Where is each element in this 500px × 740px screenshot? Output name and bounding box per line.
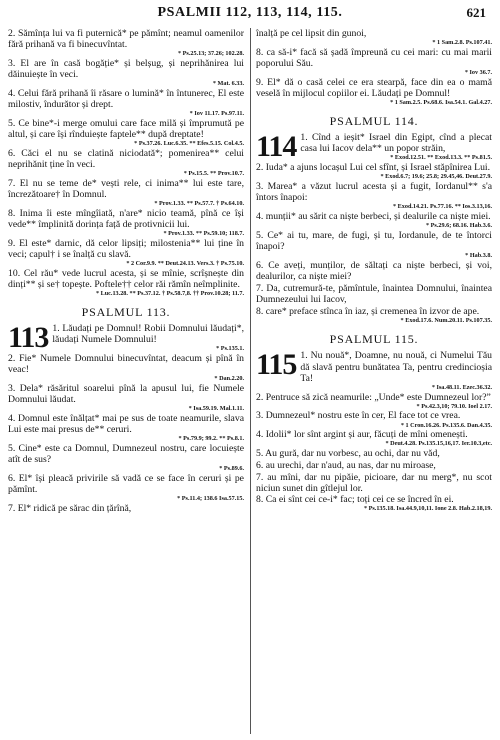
left-column bbox=[8, 28, 244, 515]
verse bbox=[256, 410, 492, 428]
verse-text: 3. Dumnezeul* nostru este în cer, El face tot ce vrea. bbox=[256, 410, 461, 422]
psalm-113-heading: PSALMUL 113. bbox=[81, 305, 171, 320]
verse-text: 5. Ce* ai tu, mare, de fugi, și tu, Iordanule, de te întorci înapoi? bbox=[256, 230, 492, 253]
verse-text: 1. Cînd a ieșit* Israel din Egipt, cînd a plecat casa lui Iacov dela** un popor străin, bbox=[300, 132, 492, 155]
cross-reference: * Luc.13.28. ** Ps.37.12. † Ps.58.7,8. †† Prov.10.28; 11.7. bbox=[95, 290, 244, 298]
verse-text: 2. Iuda* a ajuns locașul Lui cel sfînt, și Israel stăpînirea Lui. bbox=[256, 162, 491, 174]
verse-text: 1. Nu nouă*, Doamne, nu nouă, ci Numelui Tău dă slavă pentru bunătatea Ta, pentru credincioșia Ta! bbox=[300, 350, 492, 384]
verse bbox=[8, 353, 244, 382]
cross-reference: * Prov.1.33. ** Ps.57.7. † Ps.64.10. bbox=[154, 200, 244, 208]
verse bbox=[256, 283, 492, 305]
cross-reference: * 2 Cor.9.9. ** Deut.24.13. Vers.3. † Ps.75.10. bbox=[126, 260, 244, 268]
verse bbox=[256, 77, 492, 106]
verse bbox=[256, 260, 492, 282]
verse bbox=[8, 178, 244, 207]
verse-text: 9. El* dă o casă celei ce era stearpă, face din ea o mamă veselă în mijlocul copiilor ei. Lăudați pe Domnul! bbox=[256, 76, 492, 99]
cross-reference: * Ps.135.1. bbox=[216, 345, 244, 353]
verse-text: 3. Dela* răsăritul soarelui pînă la apusul lui, fie Numele Domnului lăudat. bbox=[8, 383, 244, 406]
verse-text: 8. Inima îi este mîngîiată, n'are* nicio teamă, pînă ce își vede** împlinită dorința față de protivnicii lui. bbox=[8, 207, 244, 230]
verse-text: 6. au urechi, dar n'aud, au nas, dar nu miroase, bbox=[256, 459, 436, 471]
verse bbox=[8, 383, 244, 412]
verse bbox=[8, 28, 244, 57]
cross-reference: * Prov.1.33. ** Ps.59.10; 118.7. bbox=[163, 230, 244, 238]
verse bbox=[8, 268, 244, 297]
psalm-115-drop-number: 115 bbox=[256, 348, 297, 382]
verse-text: 4. munții* au sărit ca niște berbeci, și dealurile ca niște miei. bbox=[256, 211, 491, 223]
cross-reference: * Ps.11.4; 138.6 Isa.57.15. bbox=[177, 495, 244, 503]
verse bbox=[256, 460, 492, 471]
verse bbox=[8, 238, 244, 267]
column-divider bbox=[250, 28, 251, 734]
cross-reference: * Exod.17.6. Num.20.11. Ps.107.35. bbox=[400, 316, 492, 324]
verse bbox=[256, 448, 492, 459]
verse-text: 4. Celui fără prihană îi răsare o lumină* în întunerec, El este milostiv, îndurător și drept. bbox=[8, 87, 244, 111]
cross-reference: * Ps.29.6; 68.16. Hab.3.6. bbox=[425, 222, 492, 230]
verse-text: 5. Au gură, dar nu vorbesc, au ochi, dar nu văd, bbox=[256, 448, 440, 460]
cross-reference: * Ps.135.18. Isa.44.9,10,11. Ione 2.8. Hab.2.18,19. bbox=[363, 505, 492, 513]
cross-reference: * Ps.37.26. Luc.6.35. ** Efes.5.15. Col.4.5. bbox=[134, 140, 244, 148]
cross-reference: * Isa.48.11. Ezec.36.32. bbox=[431, 383, 492, 391]
verse bbox=[256, 211, 492, 229]
verse bbox=[8, 208, 244, 237]
verse bbox=[256, 28, 492, 46]
verse bbox=[256, 162, 492, 180]
verse bbox=[8, 503, 244, 514]
verse bbox=[8, 88, 244, 117]
psalm-113-end bbox=[256, 28, 492, 106]
cross-reference: * Exod.12.51. ** Exod.13.3. ** Ps.81.5. bbox=[390, 154, 492, 162]
page-header bbox=[0, 5, 500, 25]
psalm-113-drop-number: 113 bbox=[8, 321, 49, 355]
verse-text: 2. Pentruce să zică neamurile: „Unde* este Dumnezeul lor?” bbox=[256, 391, 491, 403]
verse-text: 9. El este* darnic, dă celor lipsiți; milostenia** lui ține în veci; capul† i se înalță cu slavă. bbox=[8, 237, 244, 260]
psalm-114-drop-number: 114 bbox=[256, 130, 297, 164]
verse bbox=[256, 472, 492, 494]
right-column bbox=[256, 28, 492, 513]
verse-text: 2. Fie* Numele Domnului binecuvîntat, deacum și pînă în veac! bbox=[8, 353, 244, 376]
cross-reference: * Hab.3.8. bbox=[465, 252, 492, 260]
verse-text: 3. Marea* a văzut lucrul acesta și a fugit, Iordanul** s'a întors înapoi: bbox=[256, 181, 492, 204]
verse-text: 8. ca să-i* facă să șadă împreună cu cei mari: cu mai marii poporului Său. bbox=[256, 46, 492, 69]
verse bbox=[256, 181, 492, 210]
verse-text: 7. Da, cutremură-te, pămîntule, înaintea Domnului, înaintea Dumnezeului lui Iacov, bbox=[256, 282, 492, 305]
verse bbox=[8, 473, 244, 502]
verse-text: 7. au mîni, dar nu pipăie, picioare, dar nu merg*, nu scot niciun sunet din gîtlejul lor. bbox=[256, 471, 492, 494]
cross-reference: * Iov 36.7. bbox=[464, 69, 492, 77]
verse bbox=[256, 429, 492, 447]
verse-text: 3. El are în casă bogăție* și belșug, și neprihănirea lui dăinuiește în veci. bbox=[8, 57, 244, 81]
verse bbox=[8, 58, 244, 87]
verse-text: 7. El* ridică pe sărac din țărînă, bbox=[8, 503, 132, 515]
verse bbox=[256, 306, 492, 324]
verse-text: 4. Idolii* lor sînt argint și aur, făcuți de mîni omenești. bbox=[256, 429, 468, 441]
cross-reference: * Ps.79.9; 99.2. ** Ps.8.1. bbox=[178, 435, 244, 443]
verse bbox=[8, 148, 244, 177]
page-number: 621 bbox=[466, 5, 486, 20]
cross-reference: * 1 Cron.16.26. Ps.135.6. Dan.4.35. bbox=[400, 421, 492, 429]
verse-text: 7. El nu se teme de* vești rele, ci inima** lui este tare, încrezătoare† în Domnul. bbox=[8, 177, 244, 201]
verse-text: înalță pe cel lipsit din gunoi, bbox=[256, 28, 367, 39]
cross-reference: * Iov 11.17. Ps.97.11. bbox=[189, 110, 244, 118]
verse-text: 5. Cine* este ca Domnul, Dumnezeul nostru, care locuiește atît de sus? bbox=[8, 443, 244, 466]
verse-text: 8. Ca ei sînt cei ce-i* fac; toți cei ce se încred în ei. bbox=[256, 494, 454, 506]
verse-text: 2. Sămînța lui va fi puternică* pe pămînt; neamul oamenilor fără prihană va fi binecuvîntat. bbox=[8, 28, 244, 51]
psalm-114-heading: PSALMUL 114. bbox=[329, 114, 419, 129]
cross-reference: * Dan.2.20. bbox=[214, 375, 244, 383]
verse-text: 6. Ce aveți, munților, de săltați ca niște berbeci, și voi, dealurilor, ca niște miei? bbox=[256, 260, 492, 283]
cross-reference: * Exod.6.7; 19.6; 25.8; 29.45,46. Deut.27.9. bbox=[380, 173, 492, 181]
verse bbox=[256, 230, 492, 259]
psalm-115-heading: PSALMUL 115. bbox=[329, 332, 419, 347]
cross-reference: * Exod.14.21. Ps.77.16. ** Ios.3.13,16. bbox=[392, 203, 492, 211]
cross-reference: * Ps.15.5. ** Prov.10.7. bbox=[183, 170, 244, 178]
verse bbox=[256, 47, 492, 76]
cross-reference: * Ps.89.6. bbox=[219, 465, 244, 473]
cross-reference: * Mat. 6.33. bbox=[212, 80, 244, 88]
verse-text: 6. El* își pleacă privirile să vadă ce se face în ceruri și pe pămînt. bbox=[8, 473, 244, 496]
verse-text: 6. Căci el nu se clatină niciodată*; pomenirea** celui neprihănit ține în veci. bbox=[8, 147, 244, 171]
verse-text: 10. Cel rău* vede lucrul acesta, și se mînie, scrîșnește din dinți** și se† topește. Poftele†† celor răi rămîn neîmplinite. bbox=[8, 267, 244, 290]
cross-reference: * Isa.59.19. Mal.1.11. bbox=[188, 405, 244, 413]
verse-text: 4. Domnul este înălțat* mai pe sus de toate neamurile, slava Lui este mai presus de** ceruri. bbox=[8, 413, 244, 436]
verse-text: 5. Ce bine*-i merge omului care face milă și împrumută pe altul, și care își rînduiește faptele** după dreptate! bbox=[8, 117, 244, 141]
psalm-112-continuation bbox=[8, 28, 244, 297]
cross-reference: * Ps.42.3,10; 79.10. Ioel 2.17. bbox=[416, 402, 492, 410]
cross-reference: * Deut.4.28. Ps.135.15,16,17. Ier.10.3,etc. bbox=[385, 440, 492, 448]
cross-reference: * 1 Sam.2.5. Ps.68.6. Isa.54.1. Gal.4.27. bbox=[390, 99, 492, 107]
running-title: PSALMII 112, 113, 114, 115. bbox=[157, 5, 343, 20]
verse bbox=[8, 443, 244, 472]
verse-text: 8. care* preface stînca în iaz, și cremenea în izvor de ape. bbox=[256, 305, 480, 317]
cross-reference: * 1 Sam.2.8. Ps.107.41. bbox=[432, 39, 492, 47]
verse-text: 1. Lăudați pe Domnul! Robii Domnului lăudați*, lăudați Numele Domnului! bbox=[52, 323, 244, 346]
verse bbox=[256, 494, 492, 512]
verse bbox=[8, 118, 244, 147]
verse bbox=[256, 392, 492, 410]
verse bbox=[8, 413, 244, 442]
cross-reference: * Ps.25.13; 37.26; 102.28. bbox=[178, 50, 244, 58]
